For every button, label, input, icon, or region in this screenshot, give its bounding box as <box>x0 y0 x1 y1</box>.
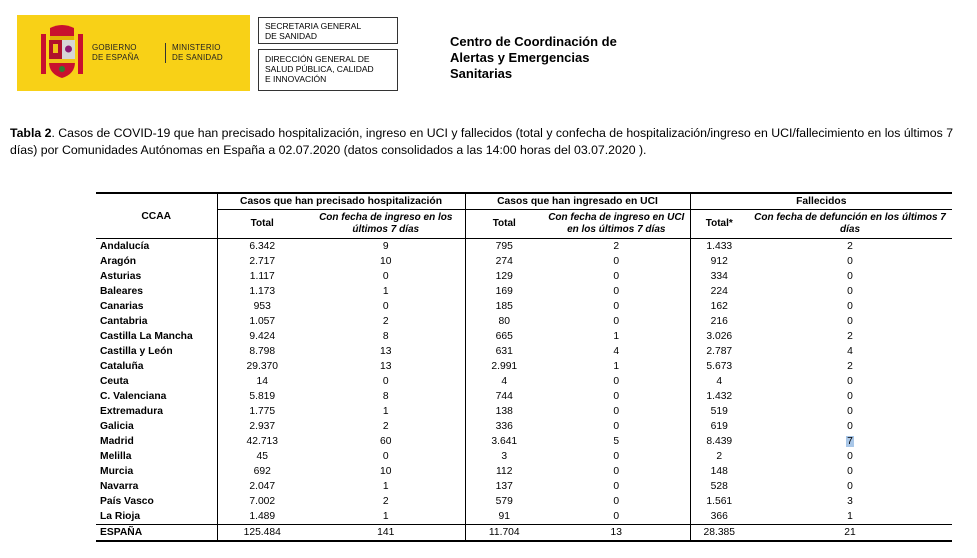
uci-total-cell: 3 <box>501 451 508 462</box>
center-title-line-3: Sanitarias <box>450 66 513 81</box>
deaths-total-cell: 2.787 <box>706 346 733 357</box>
hosp-7d-cell: 0 <box>307 449 465 464</box>
table-row <box>96 299 952 314</box>
deaths-7d-cell: 21 <box>748 525 952 542</box>
hosp-7d-cell: 2 <box>307 494 465 509</box>
hosp-7d-cell: 2 <box>307 314 465 329</box>
table-row <box>96 494 952 509</box>
uci-7d-cell: 0 <box>543 269 690 284</box>
deaths-7d-cell: 0 <box>847 421 853 432</box>
ccaa-name-cell: Cataluña <box>96 359 217 374</box>
deaths-7d-header: Con fecha de defunción en los últimos 7 días <box>748 210 952 239</box>
direccion-line-1: DIRECCIÓN GENERAL DE <box>265 54 370 64</box>
deaths-total-cell: 2 <box>716 451 723 462</box>
deaths-7d-cell <box>748 434 952 449</box>
deaths-7d-cell: 0 <box>847 451 853 462</box>
uci-7d-cell: 0 <box>543 254 690 269</box>
ccaa-name-cell: Castilla y León <box>96 344 217 359</box>
uci-total-cell: 80 <box>498 316 510 327</box>
deaths-total-cell: 528 <box>710 481 728 492</box>
uci-total-cell: 138 <box>495 406 513 417</box>
caption-label: Tabla 2 <box>10 126 52 140</box>
uci-total-cell: 795 <box>495 241 513 252</box>
hosp-total-cell: 6.342 <box>249 241 276 252</box>
ccaa-name-cell: Galicia <box>96 419 217 434</box>
uci-total-cell: 129 <box>495 271 513 282</box>
hosp-total-header: Total <box>217 210 307 239</box>
deaths-total-cell: 912 <box>710 256 728 267</box>
hosp-7d-cell: 0 <box>307 269 465 284</box>
uci-total-cell: 631 <box>495 346 513 357</box>
table-row <box>96 464 952 479</box>
deaths-7d-cell: 2 <box>847 331 853 342</box>
uci-total-cell: 665 <box>495 331 513 342</box>
uci-total-cell: 137 <box>495 481 513 492</box>
deaths-7d-cell: 4 <box>847 346 853 357</box>
gobierno-label <box>92 43 139 63</box>
uci-7d-cell: 0 <box>543 284 690 299</box>
hosp-7d-cell: 8 <box>307 389 465 404</box>
hosp-7d-cell: 13 <box>307 359 465 374</box>
ministerio-label <box>165 43 223 63</box>
deaths-total-cell: 366 <box>710 511 728 522</box>
deaths-7d-cell: 1 <box>847 511 853 522</box>
hosp-7d-cell: 0 <box>307 374 465 389</box>
hosp-total-cell: 8.798 <box>249 346 276 357</box>
ccaa-name-cell: ESPAÑA <box>96 525 217 542</box>
deaths-7d-cell: 0 <box>847 406 853 417</box>
hosp-7d-cell: 1 <box>307 479 465 494</box>
ccaa-header: CCAA <box>96 193 217 239</box>
hosp-7d-cell: 0 <box>307 299 465 314</box>
hosp-total-cell: 45 <box>256 451 268 462</box>
hosp-7d-cell: 2 <box>307 419 465 434</box>
ccaa-name-cell: Castilla La Mancha <box>96 329 217 344</box>
hosp-total-cell: 125.484 <box>217 525 307 542</box>
hosp-7d-cell: 1 <box>307 404 465 419</box>
table-row <box>96 344 952 359</box>
ccaa-name-cell: Cantabria <box>96 314 217 329</box>
hosp-total-cell: 1.117 <box>249 271 275 282</box>
deaths-7d-cell: 0 <box>847 466 853 477</box>
deaths-total-cell: 3.026 <box>706 331 733 342</box>
ccaa-name-cell: Canarias <box>96 299 217 314</box>
ccaa-name-cell: La Rioja <box>96 509 217 525</box>
uci-total-cell: 3.641 <box>491 436 518 447</box>
highlighted-value: 7 <box>847 436 853 447</box>
deaths-total-cell: 1.561 <box>706 496 733 507</box>
hosp-total-cell: 953 <box>253 301 271 312</box>
direccion-line-2: SALUD PÚBLICA, CALIDAD <box>265 64 374 74</box>
deaths-7d-cell: 0 <box>847 271 853 282</box>
table-row <box>96 509 952 525</box>
uci-total-header: Total <box>465 210 543 239</box>
hosp-group-header: Casos que han precisado hospitalización <box>217 193 465 210</box>
hosp-7d-cell: 141 <box>307 525 465 542</box>
uci-7d-cell: 0 <box>543 449 690 464</box>
uci-7d-header: Con fecha de ingreso en UCI en los últimos 7 días <box>543 210 690 239</box>
secretaria-line-1: SECRETARIA GENERAL <box>265 21 362 31</box>
center-title-line-1: Centro de Coordinación de <box>450 34 617 49</box>
hosp-total-cell: 1.057 <box>249 316 276 327</box>
uci-7d-cell: 0 <box>543 464 690 479</box>
uci-7d-cell: 0 <box>543 389 690 404</box>
deaths-7d-cell: 0 <box>847 376 853 387</box>
hosp-total-cell: 5.819 <box>249 391 276 402</box>
deaths-total-cell: 224 <box>710 286 728 297</box>
uci-7d-cell: 0 <box>543 314 690 329</box>
deaths-total-cell: 519 <box>710 406 728 417</box>
uci-7d-cell: 2 <box>543 239 690 255</box>
ccaa-name-cell: Ceuta <box>96 374 217 389</box>
uci-total-cell: 185 <box>495 301 513 312</box>
uci-total-cell: 274 <box>495 256 513 267</box>
ccaa-name-cell: Murcia <box>96 464 217 479</box>
table-body <box>96 239 952 542</box>
hosp-7d-header: Con fecha de ingreso en los últimos 7 días <box>307 210 465 239</box>
deaths-7d-cell: 0 <box>847 481 853 492</box>
uci-total-cell: 169 <box>495 286 513 297</box>
table-row <box>96 389 952 404</box>
hosp-total-cell: 9.424 <box>249 331 276 342</box>
uci-total-cell: 11.704 <box>465 525 543 542</box>
uci-total-cell: 2.991 <box>491 361 518 372</box>
ccaa-name-cell: Asturias <box>96 269 217 284</box>
uci-7d-cell: 0 <box>543 494 690 509</box>
ministerio-line-1: MINISTERIO <box>172 43 221 52</box>
uci-7d-cell: 13 <box>543 525 690 542</box>
uci-7d-cell: 0 <box>543 509 690 525</box>
deaths-total-cell: 216 <box>710 316 728 327</box>
caption-text: . Casos de COVID-19 que han precisado hospitalización, ingreso en UCI y fallecidos (total y confecha de hospitalización/ingreso en UCI/fallecimiento en los últimos 7 días) por Comunidades Autónomas en España a 02.07.2020 (datos consolidados a las 14:00 horas del 03.07.2020 ). <box>10 126 954 157</box>
uci-total-cell: 336 <box>495 421 513 432</box>
deaths-total-cell: 619 <box>710 421 728 432</box>
uci-7d-cell: 0 <box>543 419 690 434</box>
deaths-7d-cell: 0 <box>847 286 853 297</box>
hosp-total-cell: 2.717 <box>249 256 276 267</box>
gobierno-logo <box>17 15 250 91</box>
uci-7d-cell: 5 <box>543 434 690 449</box>
hosp-total-cell: 14 <box>256 376 268 387</box>
uci-7d-cell: 0 <box>543 404 690 419</box>
secretaria-line-2: DE SANIDAD <box>265 31 317 41</box>
hosp-7d-cell: 13 <box>307 344 465 359</box>
deaths-total-cell: 4 <box>716 376 723 387</box>
hosp-total-cell: 1.489 <box>249 511 276 522</box>
deaths-total-cell: 5.673 <box>706 361 733 372</box>
secretaria-box <box>258 17 398 44</box>
uci-total-cell: 744 <box>495 391 513 402</box>
table-row <box>96 329 952 344</box>
direccion-line-3: E INNOVACIÓN <box>265 74 327 84</box>
hosp-total-cell: 692 <box>253 466 271 477</box>
deaths-total-cell: 1.432 <box>706 391 733 402</box>
ccaa-name-cell: Extremadura <box>96 404 217 419</box>
deaths-total-cell: 8.439 <box>706 436 733 447</box>
deaths-7d-cell: 0 <box>847 301 853 312</box>
deaths-7d-cell: 3 <box>847 496 853 507</box>
deaths-total-cell: 148 <box>710 466 728 477</box>
deaths-total-cell: 28.385 <box>690 525 748 542</box>
uci-7d-cell: 0 <box>543 299 690 314</box>
group-header-row <box>96 193 952 210</box>
center-title-line-2: Alertas y Emergencias <box>450 50 590 65</box>
deaths-7d-cell: 2 <box>847 241 853 252</box>
table-row <box>96 479 952 494</box>
hosp-7d-cell: 8 <box>307 329 465 344</box>
uci-total-cell: 112 <box>496 466 513 477</box>
gobierno-line-2: DE ESPAÑA <box>92 53 139 62</box>
hosp-7d-cell: 1 <box>307 509 465 525</box>
ccaa-name-cell: País Vasco <box>96 494 217 509</box>
table-row <box>96 269 952 284</box>
deaths-total-header: Total* <box>690 210 748 239</box>
hosp-total-cell: 7.002 <box>249 496 276 507</box>
uci-7d-cell: 0 <box>543 479 690 494</box>
table-row <box>96 239 952 255</box>
gobierno-line-1: GOBIERNO <box>92 43 137 52</box>
table-row <box>96 284 952 299</box>
covid-table <box>96 192 952 542</box>
hosp-total-cell: 2.047 <box>249 481 276 492</box>
hosp-7d-cell: 10 <box>307 254 465 269</box>
table-row <box>96 314 952 329</box>
hosp-7d-cell: 10 <box>307 464 465 479</box>
hosp-7d-cell: 60 <box>307 434 465 449</box>
deaths-group-header: Fallecidos <box>796 196 847 207</box>
ccaa-name-cell: Madrid <box>96 434 217 449</box>
ministerio-line-2: DE SANIDAD <box>172 53 223 62</box>
uci-7d-cell: 1 <box>543 329 690 344</box>
hosp-7d-cell: 9 <box>307 239 465 255</box>
coat-of-arms-icon <box>39 24 85 82</box>
uci-total-cell: 4 <box>501 376 508 387</box>
hosp-total-cell: 1.775 <box>249 406 276 417</box>
hosp-total-cell: 2.937 <box>249 421 276 432</box>
deaths-total-cell: 162 <box>710 301 728 312</box>
table-row <box>96 419 952 434</box>
deaths-7d-cell: 0 <box>847 316 853 327</box>
table-row <box>96 254 952 269</box>
center-title <box>450 34 670 82</box>
uci-group-header: Casos que han ingresado en UCI <box>465 193 690 210</box>
uci-total-cell: 579 <box>495 496 513 507</box>
deaths-7d-cell: 2 <box>847 361 853 372</box>
table-row <box>96 404 952 419</box>
table-row <box>96 449 952 464</box>
hosp-total-cell: 29.370 <box>246 361 278 372</box>
table-row <box>96 359 952 374</box>
table-row <box>96 434 952 449</box>
ccaa-name-cell: C. Valenciana <box>96 389 217 404</box>
uci-7d-cell: 0 <box>543 374 690 389</box>
ccaa-name-cell: Melilla <box>96 449 217 464</box>
total-row <box>96 525 952 542</box>
ccaa-name-cell: Andalucía <box>96 239 217 255</box>
ccaa-name-cell: Navarra <box>96 479 217 494</box>
ccaa-name-cell: Aragón <box>96 254 217 269</box>
hosp-total-cell: 42.713 <box>246 436 278 447</box>
deaths-7d-cell: 0 <box>847 391 853 402</box>
table-row <box>96 374 952 389</box>
hosp-total-cell: 1.173 <box>249 286 276 297</box>
uci-7d-cell: 4 <box>543 344 690 359</box>
uci-total-cell: 91 <box>498 511 510 522</box>
deaths-7d-cell: 0 <box>847 256 853 267</box>
deaths-total-cell: 334 <box>710 271 728 282</box>
subheader-row <box>96 210 952 239</box>
ccaa-name-cell: Baleares <box>96 284 217 299</box>
hosp-7d-cell: 1 <box>307 284 465 299</box>
direccion-box <box>258 49 398 91</box>
deaths-total-cell: 1.433 <box>706 241 733 252</box>
uci-7d-cell: 1 <box>543 359 690 374</box>
table-caption <box>10 125 972 159</box>
